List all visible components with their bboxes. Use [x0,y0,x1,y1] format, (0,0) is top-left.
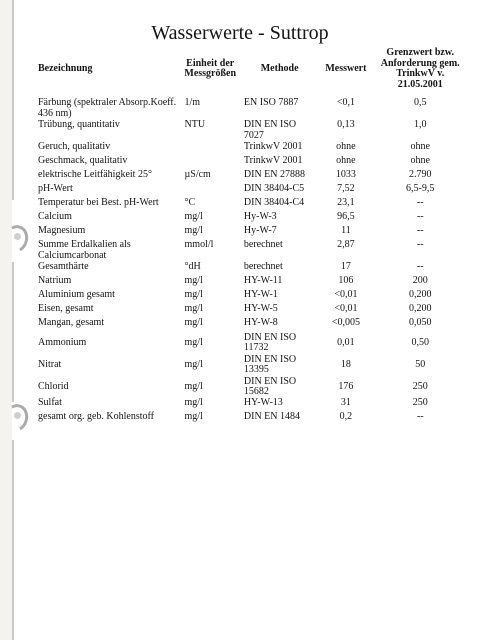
row-unit: mmol/l [184,239,214,250]
row-limit: 0,200 [408,289,432,300]
row-limit: -- [416,411,424,422]
row-value: 106 [338,275,354,286]
table-row [36,98,466,120]
page-edge-line [12,262,14,402]
table-row [36,184,466,198]
row-unit: mg/l [184,397,203,408]
row-unit: mg/l [184,303,203,314]
row-name: pH-Wert [38,183,73,194]
row-limit: 50 [415,358,426,370]
row-value: 23,1 [337,197,355,208]
row-limit: 0,200 [408,303,432,314]
table-row [36,120,466,142]
row-unit: °C [184,197,196,208]
row-limit: 200 [412,275,428,286]
row-unit: mg/l [184,275,203,286]
row-limit: 6,5-9,5 [406,183,435,194]
table-row [36,240,466,262]
row-method: DIN EN ISO 11732 [243,331,297,353]
table-row [36,290,466,304]
row-value: ohne [336,141,356,152]
row-name: elektrische Leitfähigkeit 25° [38,169,152,180]
row-value: 0,13 [337,119,355,130]
row-name: Geschmack, qualitativ [38,155,128,166]
row-unit [179,142,242,156]
row-name: Geruch, qualitativ [38,141,111,152]
row-method: DIN 38404-C5 [243,183,305,194]
table-row [36,276,466,290]
row-method: berechnet [243,261,283,272]
row-unit: mg/l [184,317,203,328]
row-name: Magnesium [38,225,86,236]
row-name: Natrium [38,275,72,286]
page-edge-line [12,440,14,640]
row-unit: mg/l [184,211,203,222]
row-method: Hy-W-7 [243,225,277,236]
row-limit: -- [416,261,424,272]
row-value: 176 [338,380,354,392]
row-unit: 1/m [184,97,201,108]
row-name: Trübung, quantitativ [38,119,120,130]
row-limit: 0,50 [411,336,429,348]
row-method: EN ISO 7887 [243,97,299,108]
binder-ring [0,222,31,256]
table-row [36,198,466,212]
row-method: HY-W-11 [243,275,283,286]
binder-holes [0,0,30,640]
row-value: 18 [340,358,351,370]
row-name: Ammonium [38,336,87,348]
row-limit: 1,0 [413,119,427,130]
row-value: 96,5 [337,211,355,222]
row-unit [179,184,242,198]
table-row [36,212,466,226]
row-limit: -- [416,197,424,208]
row-value: 17 [340,261,351,272]
page-title: Wasserwerte - Suttrop [151,22,329,44]
row-method: DIN EN ISO 7027 [243,119,297,141]
row-name: Eisen, gesamt [38,303,94,314]
water-values-table [36,44,466,426]
row-value: 7,52 [337,183,355,194]
row-value: <0,1 [336,97,355,108]
row-limit: 2.790 [408,169,432,180]
table-row [36,262,466,276]
row-limit: ohne [410,141,430,152]
row-value: 1033 [335,169,356,180]
column-header-bezeichnung: Bezeichnung [38,62,93,74]
row-method: DIN EN 1484 [243,411,301,422]
row-value: <0,005 [331,317,360,328]
row-value: 0,01 [337,336,355,348]
row-method: HY-W-13 [243,397,283,408]
table-row [36,354,466,376]
row-name: Chlorid [38,380,69,392]
row-limit: -- [416,225,424,236]
table-row [36,376,466,398]
row-method: HY-W-8 [243,317,278,328]
row-name: Gesamthärte [38,261,89,272]
table-row [36,226,466,240]
row-name: Temperatur bei Best. pH-Wert [38,197,159,208]
column-header-grenzwert: Grenzwert bzw. Anforderung gem. TrinkwV v. 21.05.2001 [380,47,460,90]
row-unit: mg/l [184,225,203,236]
row-name: Nitrat [38,358,62,370]
row-value: 31 [340,397,351,408]
row-name: Summe Erdalkalien als Calciumcarbonat [38,239,131,261]
table-row [36,142,466,156]
row-limit: 250 [412,380,428,392]
row-method: DIN EN ISO 15682 [243,375,297,397]
row-value: 0,2 [339,411,353,422]
row-value: ohne [336,155,356,166]
row-unit: mg/l [184,380,203,392]
row-limit: 0,5 [413,97,427,108]
row-unit: °dH [184,261,201,272]
row-limit: 250 [412,397,428,408]
row-unit: mg/l [184,289,203,300]
column-header-messwert: Messwert [325,62,367,74]
table-row [36,332,466,354]
row-method: TrinkwV 2001 [243,141,303,152]
row-unit: NTU [184,119,206,130]
row-method: berechnet [243,239,283,250]
row-unit: mg/l [184,336,203,348]
row-limit: -- [416,239,424,250]
row-method: DIN EN 27888 [243,169,306,180]
row-unit: µS/cm [184,169,211,180]
row-name: gesamt org. geb. Kohlenstoff [38,411,155,422]
row-value: <0,01 [334,303,358,314]
row-method: HY-W-1 [243,289,278,300]
row-name: Sulfat [38,397,62,408]
table-row [36,170,466,184]
column-header-einheit: Einheit der Messgrößen [184,57,237,79]
table-row [36,412,466,426]
row-unit: mg/l [184,358,203,370]
row-name: Calcium [38,211,72,222]
table-row [36,304,466,318]
row-method: TrinkwV 2001 [243,155,303,166]
row-unit: mg/l [184,411,203,422]
row-method: Hy-W-3 [243,211,277,222]
row-value: <0,01 [334,289,358,300]
row-method: DIN 38404-C4 [243,197,305,208]
table-row [36,156,466,170]
row-value: 2,87 [337,239,355,250]
row-limit: 0,050 [408,317,432,328]
binder-ring [0,401,31,435]
column-header-methode: Methode [260,62,299,74]
table-header-row [36,44,466,98]
table-row [36,318,466,332]
row-method: DIN EN ISO 13395 [243,353,297,375]
table-row [36,398,466,412]
row-unit [179,156,242,170]
row-name: Färbung (spektraler Absorp.Koeff. 436 nm) [38,97,177,119]
row-method: HY-W-5 [243,303,278,314]
row-value: 11 [341,225,351,236]
row-name: Aluminium gesamt [38,289,115,300]
row-limit: -- [416,211,424,222]
row-name: Mangan, gesamt [38,317,105,328]
row-limit: ohne [410,155,430,166]
